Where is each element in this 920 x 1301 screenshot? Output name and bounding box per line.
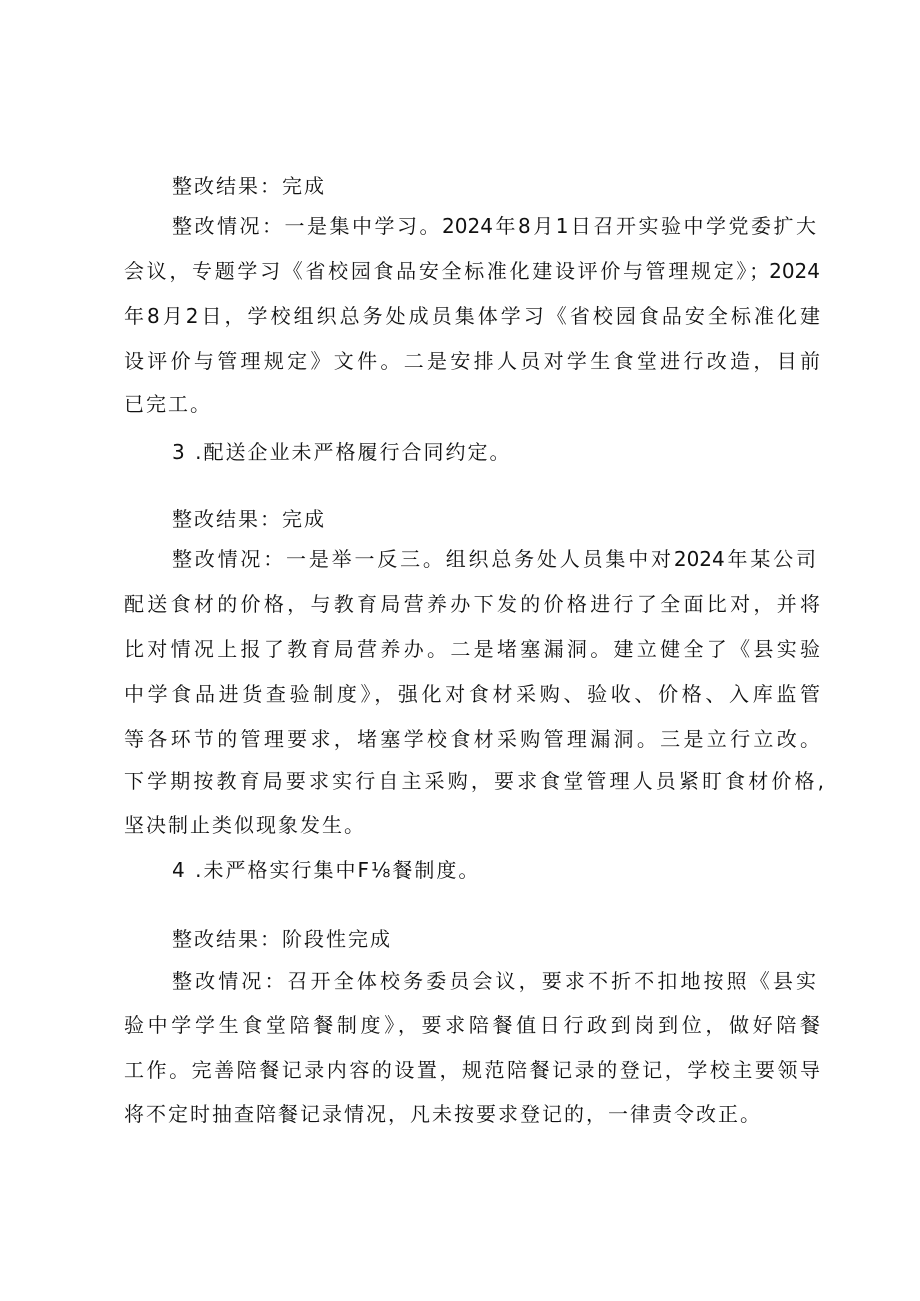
rectification-situation-4-line-3: 工作。完善陪餐记录内容的设置，规范陪餐记录的登记，学校主要领导 xyxy=(124,1058,820,1082)
rectification-situation-4-line-2: 验中学学生食堂陪餐制度》，要求陪餐值日行政到岗到位，做好陪餐 xyxy=(124,1013,820,1037)
rectification-situation-3-line-1: 整改情况：一是举一反三。组织总务处人员集中对2024年某公司 xyxy=(172,547,816,571)
rectification-situation-3-line-2: 配送食材的价格，与教育局营养办下发的价格进行了全面比对，并将 xyxy=(124,592,820,616)
rectification-result-3: 整改结果：完成 xyxy=(172,507,326,531)
rectification-result-1: 整改结果：完成 xyxy=(172,174,326,198)
rectification-situation-1-line-3: 年8月2日，学校组织总务处成员集体学习《省校园食品安全标准化建 xyxy=(124,304,820,328)
rectification-situation-1-line-1: 整改情况：一是集中学习。2024年8月1日召开实验中学党委扩大 xyxy=(172,214,816,238)
rectification-situation-3-line-3: 比对情况上报了教育局营养办。二是堵塞漏洞。建立健全了《县实验 xyxy=(124,637,820,661)
rectification-situation-1-line-4: 设评价与管理规定》文件。二是安排人员对学生食堂进行改造，目前 xyxy=(124,349,820,373)
rectification-situation-3-line-5: 等各环节的管理要求，堵塞学校食材采购管理漏洞。三是立行立改。 xyxy=(124,727,820,751)
rectification-situation-3-line-7: 坚决制止类似现象发生。 xyxy=(124,813,366,837)
rectification-result-4: 整改结果：阶段性完成 xyxy=(172,927,392,951)
rectification-situation-4-line-1: 整改情况：召开全体校务委员会议，要求不折不扣地按照《县实 xyxy=(172,969,816,993)
rectification-situation-1-line-2: 会议，专题学习《省校园食品安全标准化建设评价与管理规定》；2024 xyxy=(124,259,820,283)
rectification-situation-3-line-6: 下学期按教育局要求实行自主采购，要求食堂管理人员紧盯食材价格, xyxy=(124,769,824,793)
rectification-situation-4-line-4: 将不定时抽查陪餐记录情况，凡未按要求登记的，一律责令改正。 xyxy=(124,1102,762,1126)
rectification-situation-1-line-5: 已完工。 xyxy=(124,392,212,416)
issue-item-4: 4 .未严格实行集中F⅛餐制度。 xyxy=(172,858,481,882)
issue-item-3: 3 .配送企业未严格履行合同约定。 xyxy=(172,440,512,464)
rectification-situation-3-line-4: 中学食品进货查验制度》，强化对食材采购、验收、价格、入库监管 xyxy=(124,682,820,706)
